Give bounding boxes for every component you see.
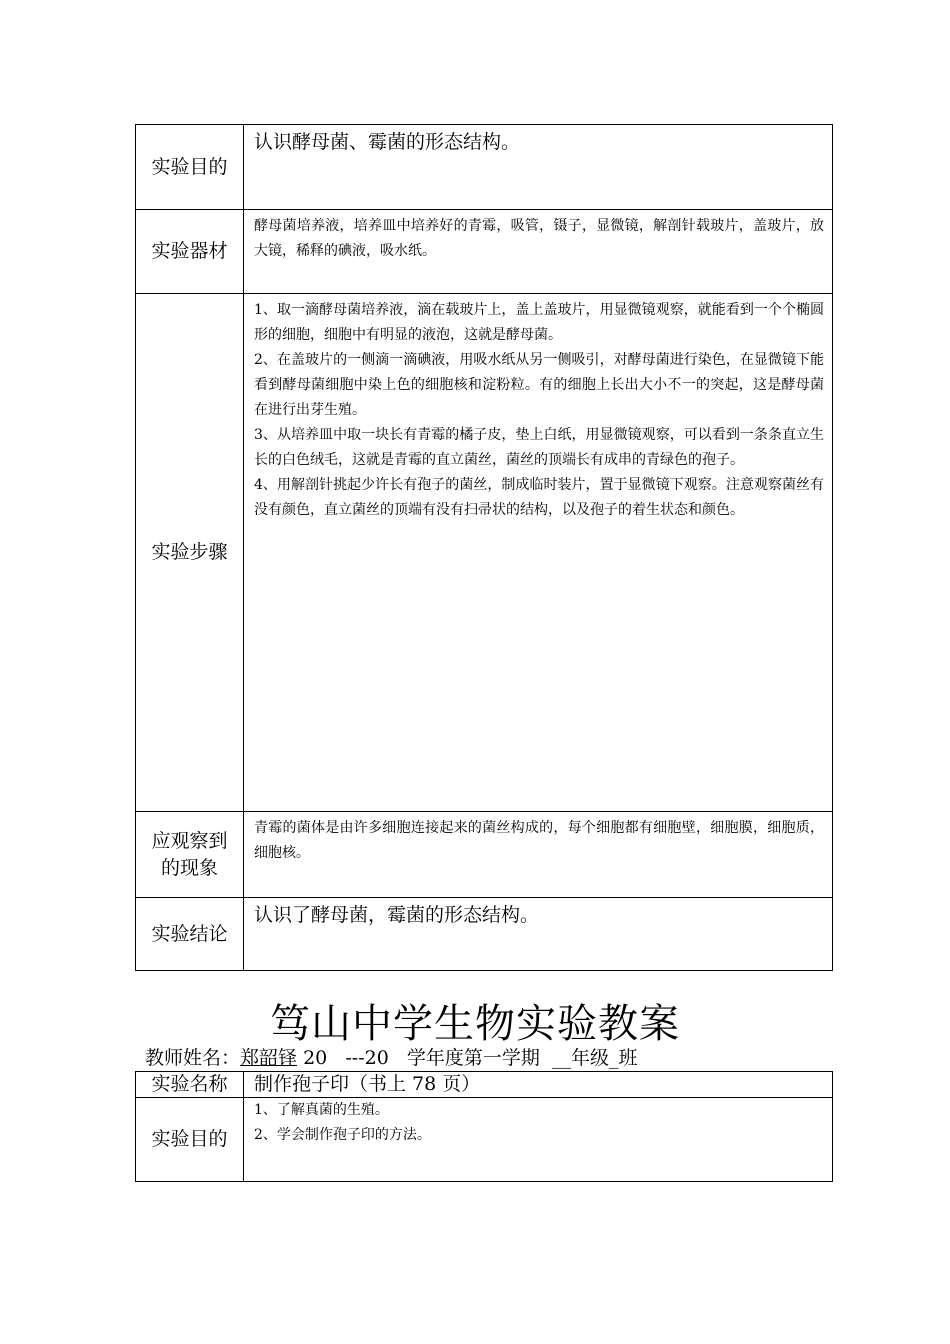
- experiment-name-label: 实验名称: [136, 1072, 244, 1098]
- steps-content: [244, 294, 833, 812]
- step-item: 2、在盖玻片的一侧滴一滴碘液，用吸水纸从另一侧吸引，对酵母菌进行染色，在显微镜下能看到酵母菌细胞中染上色的细胞核和淀粉粒。有的细胞上长出大小不一的突起，这是酵母菌在进行出芽生殖。: [254, 352, 824, 418]
- purpose2-item: 1、了解真菌的生殖。: [254, 1102, 389, 1118]
- teacher-line: [145, 1046, 638, 1070]
- purpose2-content: [244, 1098, 833, 1182]
- phenomena-row: [136, 812, 833, 898]
- materials-text: 酵母菌培养液，培养皿中培养好的青霉，吸管，镊子，显微镜，解剖针载玻片，盖玻片，放大镜，稀释的碘液，吸水纸。: [244, 210, 833, 294]
- experiment-table-2: [135, 1071, 833, 1182]
- purpose-label: 实验目的: [136, 125, 244, 210]
- phenomena-text: 青霉的菌体是由许多细胞连接起来的菌丝构成的，每个细胞都有细胞壁，细胞膜，细胞质，细胞核。: [244, 812, 833, 898]
- conclusion-text: 认识了酵母菌，霉菌的形态结构。: [244, 898, 833, 971]
- purpose-text: 认识酵母菌、霉菌的形态结构。: [244, 125, 833, 210]
- purpose2-item: 2、学会制作孢子印的方法。: [254, 1127, 431, 1143]
- teacher-name: 郑韶铎: [240, 1047, 298, 1069]
- step-item: 4、用解剖针挑起少许长有孢子的菌丝，制成临时装片，置于显微镜下观察。注意观察菌丝有没有颜色，直立菌丝的顶端有没有扫帚状的结构，以及孢子的着生状态和颜色。: [254, 477, 824, 518]
- phenomena-label: [136, 812, 244, 898]
- purpose2-row: [136, 1098, 833, 1182]
- teacher-suffix: 20 ---20 学年度第一学期 __年级_班: [297, 1047, 638, 1069]
- experiment-name-text: 制作孢子印（书上 78 页）: [244, 1072, 833, 1098]
- conclusion-label: 实验结论: [136, 898, 244, 971]
- steps-row: [136, 294, 833, 812]
- phenomena-label-line1: 应观察到: [151, 829, 228, 852]
- experiment-name-row: [136, 1072, 833, 1098]
- purpose-row: [136, 125, 833, 210]
- experiment-table-1: [135, 124, 833, 971]
- conclusion-row: [136, 898, 833, 971]
- step-item: 3、从培养皿中取一块长有青霉的橘子皮，垫上白纸，用显微镜观察，可以看到一条条直立生长的白色绒毛，这就是青霉的直立菌丝，菌丝的顶端长有成串的青绿色的孢子。: [254, 427, 824, 468]
- materials-label: 实验器材: [136, 210, 244, 294]
- teacher-prefix: 教师姓名：: [145, 1047, 241, 1069]
- steps-label: 实验步骤: [136, 294, 244, 812]
- phenomena-label-line2: 的现象: [160, 856, 218, 879]
- step-item: 1、取一滴酵母菌培养液，滴在载玻片上，盖上盖玻片，用显微镜观察，就能看到一个个椭圆形的细胞，细胞中有明显的液泡，这就是酵母菌。: [254, 302, 824, 343]
- purpose2-label: 实验目的: [136, 1098, 244, 1182]
- materials-row: [136, 210, 833, 294]
- page-title: 笃山中学生物实验教案: [270, 1001, 680, 1047]
